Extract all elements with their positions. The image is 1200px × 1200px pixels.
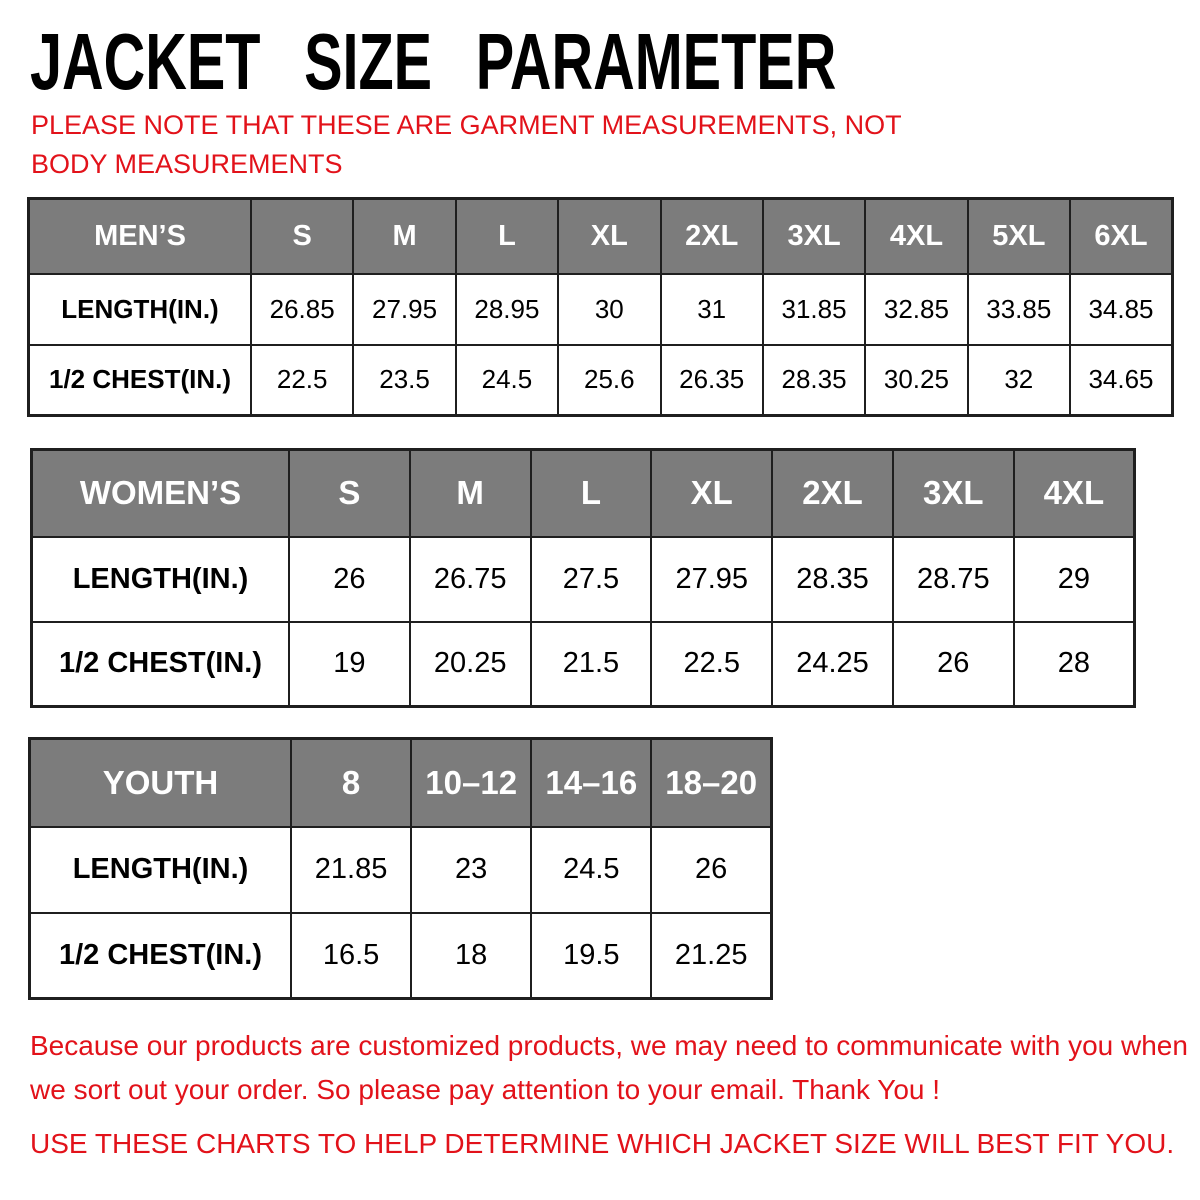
measurement-cell: 32.85 <box>865 274 967 345</box>
size-header-cell: 18–20 <box>651 739 771 827</box>
size-header-cell: 2XL <box>661 199 763 274</box>
measurement-cell: 22.5 <box>651 622 772 707</box>
size-header-cell: XL <box>558 199 660 274</box>
customized-products-note: Because our products are customized products, we may need to communicate with you when we sort out your order. So please pay attention to your email. Thank You ! <box>30 1030 1188 1105</box>
measurement-cell: 28 <box>1014 622 1135 707</box>
measurement-row <box>29 274 1173 345</box>
measurement-cell: 26.75 <box>410 537 531 622</box>
size-header-cell: 14–16 <box>531 739 651 827</box>
measurement-row <box>29 345 1173 416</box>
row-label-cell: LENGTH(IN.) <box>29 274 252 345</box>
measurement-cell: 34.85 <box>1070 274 1173 345</box>
row-label-cell: LENGTH(IN.) <box>30 827 292 913</box>
measurement-cell: 22.5 <box>251 345 353 416</box>
measurement-row <box>30 827 772 913</box>
page-title <box>30 17 1150 106</box>
size-header-cell: 2XL <box>772 450 893 537</box>
table-title-cell: YOUTH <box>30 739 292 827</box>
measurement-cell: 28.75 <box>893 537 1014 622</box>
size-header-cell: 4XL <box>865 199 967 274</box>
measurement-cell: 30 <box>558 274 660 345</box>
womens-size-table <box>30 448 1136 708</box>
measurement-cell: 34.65 <box>1070 345 1173 416</box>
measurement-cell: 19 <box>289 622 410 707</box>
measurement-cell: 24.5 <box>531 827 651 913</box>
size-header-cell: S <box>289 450 410 537</box>
size-header-cell: 5XL <box>968 199 1070 274</box>
measurement-cell: 24.25 <box>772 622 893 707</box>
size-header-cell: L <box>531 450 652 537</box>
table-title-cell: WOMEN’S <box>32 450 290 537</box>
measurement-cell: 28.95 <box>456 274 558 345</box>
measurement-cell: 27.95 <box>353 274 455 345</box>
measurement-cell: 25.6 <box>558 345 660 416</box>
row-label-cell: LENGTH(IN.) <box>32 537 290 622</box>
size-header-row <box>32 450 1135 537</box>
size-header-cell: M <box>410 450 531 537</box>
measurement-cell: 19.5 <box>531 913 651 999</box>
measurement-cell: 23.5 <box>353 345 455 416</box>
measurement-cell: 20.25 <box>410 622 531 707</box>
measurement-cell: 28.35 <box>772 537 893 622</box>
measurement-cell: 28.35 <box>763 345 865 416</box>
row-label-cell: 1/2 CHEST(IN.) <box>32 622 290 707</box>
size-header-cell: 10–12 <box>411 739 531 827</box>
row-label-cell: 1/2 CHEST(IN.) <box>30 913 292 999</box>
size-header-row <box>30 739 772 827</box>
measurement-row <box>32 537 1135 622</box>
measurement-cell: 29 <box>1014 537 1135 622</box>
measurement-cell: 30.25 <box>865 345 967 416</box>
size-header-cell: XL <box>651 450 772 537</box>
measurement-cell: 27.95 <box>651 537 772 622</box>
measurement-cell: 32 <box>968 345 1070 416</box>
page-title-text: JACKET SIZE PARAMETER <box>30 17 837 106</box>
measurement-cell: 26 <box>651 827 771 913</box>
garment-measurement-note: PLEASE NOTE THAT THESE ARE GARMENT MEASUREMENTS, NOT BODY MEASUREMENTS <box>31 110 902 180</box>
fit-advice-note: USE THESE CHARTS TO HELP DETERMINE WHICH JACKET SIZE WILL BEST FIT YOU. <box>30 1128 1175 1159</box>
youth-size-table <box>28 737 773 1000</box>
row-label-cell: 1/2 CHEST(IN.) <box>29 345 252 416</box>
measurement-cell: 21.85 <box>291 827 411 913</box>
measurement-cell: 18 <box>411 913 531 999</box>
size-header-row <box>29 199 1173 274</box>
table-title-cell: MEN’S <box>29 199 252 274</box>
measurement-cell: 26 <box>289 537 410 622</box>
measurement-row <box>30 913 772 999</box>
size-header-cell: 8 <box>291 739 411 827</box>
measurement-cell: 26.35 <box>661 345 763 416</box>
measurement-cell: 24.5 <box>456 345 558 416</box>
size-header-cell: 6XL <box>1070 199 1173 274</box>
measurement-cell: 33.85 <box>968 274 1070 345</box>
size-header-cell: L <box>456 199 558 274</box>
size-header-cell: 4XL <box>1014 450 1135 537</box>
measurement-row <box>32 622 1135 707</box>
size-header-cell: S <box>251 199 353 274</box>
measurement-cell: 31 <box>661 274 763 345</box>
measurement-cell: 31.85 <box>763 274 865 345</box>
size-header-cell: 3XL <box>893 450 1014 537</box>
measurement-cell: 21.25 <box>651 913 771 999</box>
measurement-cell: 26.85 <box>251 274 353 345</box>
mens-size-table <box>27 197 1174 417</box>
measurement-cell: 23 <box>411 827 531 913</box>
measurement-cell: 21.5 <box>531 622 652 707</box>
measurement-cell: 27.5 <box>531 537 652 622</box>
size-header-cell: 3XL <box>763 199 865 274</box>
size-header-cell: M <box>353 199 455 274</box>
measurement-cell: 26 <box>893 622 1014 707</box>
measurement-cell: 16.5 <box>291 913 411 999</box>
